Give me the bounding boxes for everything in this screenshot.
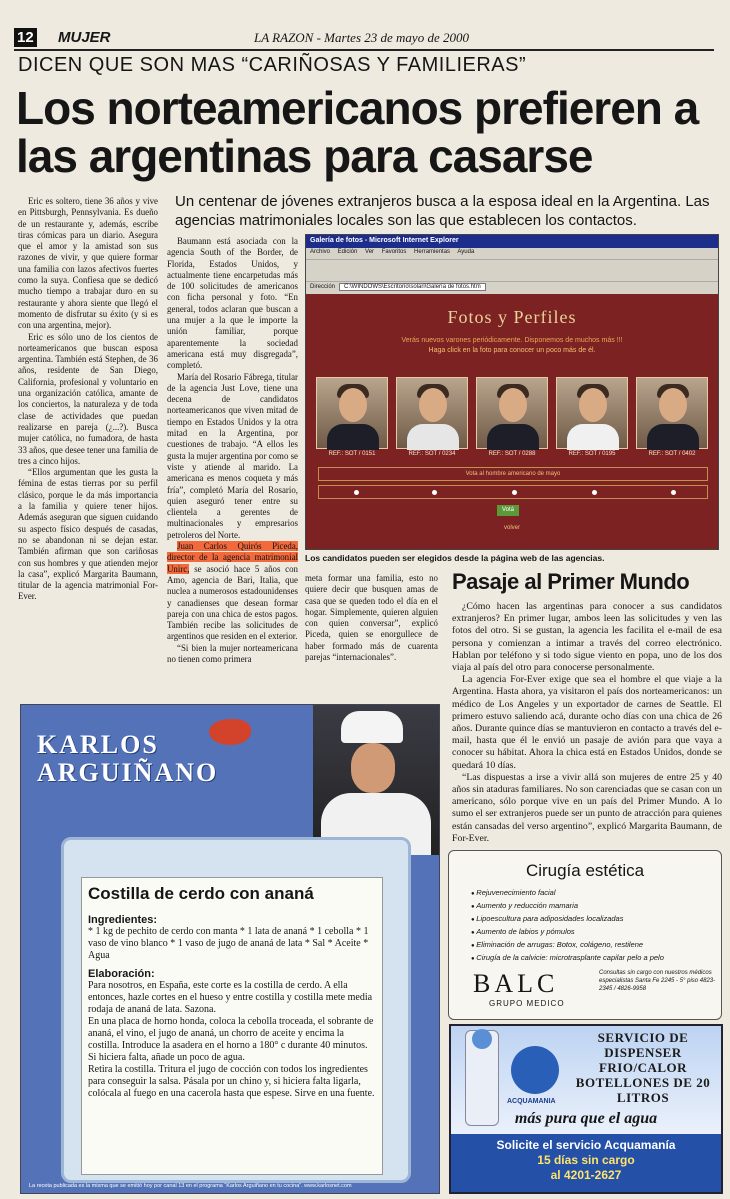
- recipe-title: Costilla de cerdo con ananá: [88, 884, 314, 903]
- browser-menu-bar: Archivo Edición Ver Favoritos Herramientas Ayuda: [306, 248, 718, 259]
- brand-subtitle: GRUPO MEDICO: [489, 999, 565, 1008]
- cirugia-ad: [448, 850, 722, 1020]
- radio-icon: [592, 490, 597, 495]
- chef-face: [351, 743, 395, 793]
- vote-options: [318, 485, 708, 499]
- candidate-photos: [314, 377, 710, 457]
- article-column-1: [18, 196, 158, 603]
- subhead: Un centenar de jóvenes extranjeros busca a la esposa ideal en la Argentina. Las agencias matrimoniales locales son las que establecen los contactos.: [175, 193, 710, 229]
- paragraph-rest: se asoció hace 5 años con Amo, agencia de Bari, Italia, que nuclea a numerosos estadounidenses y canadienses que desean formar pareja con una chica de estos pagos. También recibe las solicitudes de argentinos que residen en el exterior.: [167, 563, 298, 642]
- webpage-content: [306, 295, 718, 549]
- candidate-ref: REF.: SOT / 0151: [328, 451, 376, 457]
- candidate-photo: [636, 377, 708, 449]
- radio-icon: [512, 490, 517, 495]
- browser-address-bar: [306, 281, 718, 294]
- brand-name: ACQUAMANIA: [507, 1098, 556, 1105]
- candidate-ref: REF.: SOT / 0402: [648, 451, 696, 457]
- candidate-ref: REF.: SOT / 0288: [488, 451, 536, 457]
- recipe-card: [81, 877, 383, 1175]
- back-link: volver: [503, 525, 520, 531]
- paragraph: “Las dispuestas a irse a vivir allá son mujeres de entre 25 y 40 años sin ataduras familiares. No son carenciadas que se casan con un americano, sólo porque vive en un país del Primer Mundo. A lo sumo el ser extranjeros puede ser un punto de atracción para quienes están cansadas del verso argentino”, explicó Margarita Baumann, de For-Ever.: [452, 771, 722, 844]
- list-item: ● Rejuvenecimiento facial: [471, 887, 721, 900]
- preparation-step: Para nosotros, en España, este corte es la costilla de cerdo. A ella entonces, hazle cortes en el hueso y entre costilla y costilla mete media rodaja de ananá de lata. Sazona.: [88, 980, 373, 1015]
- headline: Los norteamericanos prefieren a las argentinas para casarse: [16, 82, 699, 182]
- acquamania-ad: [449, 1024, 723, 1194]
- browser-screenshot: [305, 234, 719, 550]
- dateline: LA RAZON - Martes 23 de mayo de 2000: [254, 30, 469, 45]
- candidate-photo: [556, 377, 628, 449]
- preparation-heading: Elaboración:: [88, 968, 155, 980]
- paragraph: “Ellos argumentan que les gusta la fémina de estas tierras por su perfil clásico, porque le da más importancia a la familia y quiere tener hijos. Además aseguran que siguen cuidando su aspecto físico después de casadas, no se abandonan ni se dejan estar. También afirman que son cariñosas con sus hombres y que atienden mejor la casa”, explicó Margarita Baumann, titular de la agencia matrimonial For-Ever.: [18, 467, 158, 602]
- radio-icon: [671, 490, 676, 495]
- cta-line: 15 días sin cargo: [537, 1153, 635, 1167]
- dolphin-logo-icon: [511, 1046, 559, 1094]
- list-item: ● Eliminación de arrugas: Botox, colágeno, restilene: [471, 939, 721, 952]
- cta-line: Solicite el servicio Acquamanía: [496, 1138, 676, 1152]
- preparation-step: En una placa de horno honda, coloca la cebolla troceada, el sobrante de ananá, el vino, el jugo de ananá, un chorro de aceite y encima la costilla. Introduce la asadera en el horno a 180° c durante 40 minutos. Si hiciera falta, añade un poco de agua.: [88, 1016, 374, 1063]
- slogan: más pura que el agua: [514, 1110, 658, 1127]
- radio-icon: [354, 490, 359, 495]
- phone-number: al 4201-2627: [550, 1168, 622, 1182]
- list-item: ● Cirugía de la calvicie: microtrasplante capilar pelo a pelo: [471, 952, 721, 965]
- kicker: DICEN QUE SON MAS “CARIÑOSAS Y FAMILIERAS”: [18, 54, 527, 76]
- page-number: 12: [14, 28, 37, 47]
- preparation-step: Retira la costilla. Tritura el jugo de cocción con todos los ingredientes para conseguir la salsa. Pásala por un chino y, si hiciera falta ligarla, colócala al fuego en una cacerola hasta que espese. Sirve en una fuente.: [88, 1064, 375, 1099]
- brand-logo: BALC: [473, 969, 559, 998]
- vote-bar: Vota al hombre americano de mayo: [318, 467, 708, 481]
- paragraph: Eric es sólo uno de los cientos de norteamericanos que buscan esposa argentina. También está Stephen, de 36 años, residente de San Diego, California, profesional y voluntario en una organización católica, amante de los conciertos, la naturaleza y de toda clase de actividades que puedan realizarse en pareja (¿...?). Busca mujer católica, no fumadora, de hasta 33 años, que desee tener una familia de tres a cinco hijos.: [18, 331, 158, 466]
- recipe-footer: La receta publicada es la misma que se emitió hoy por canal 13 en el programa “Karlos Arguiñano en tu cocina”. www.karlosnet.com: [29, 1183, 352, 1189]
- article-column-2: [167, 236, 298, 665]
- paragraph: ¿Cómo hacen las argentinas para conocer a sus candidatos extranjeros? En primer lugar, ambos leen las solicitudes y ven las fotos del otro. Si se gustan, la agencia les facilita el e-mail de esa persona y comienzan a intimar a través del correo electrónico. Hablan por teléfono y si todo sigue viento en popa, uno de los dos viaja al país del otro para conocerse personalmente.: [452, 601, 722, 674]
- recipe-brand: KARLOS ARGUIÑANO: [37, 730, 219, 787]
- recipe-ad: [20, 704, 440, 1194]
- vote-button: Votá: [497, 505, 519, 516]
- paragraph: meta formar una familia, esto no quiere decir que busquen amas de casa que se queden todo el día en el hogar. Simplemente, quieren alguien con quien conversar”, explicó Piceda, quien se enorgullece de haber formado más de cuarenta parejas “internacionales”.: [305, 573, 438, 663]
- list-item: ● Lipoescultura para adiposidades localizadas: [471, 913, 721, 926]
- candidate-ref: REF.: SOT / 0195: [568, 451, 616, 457]
- ad-call-to-action: [451, 1134, 721, 1192]
- paragraph: La agencia For-Ever exige que sea el hombre el que viaje a la Argentina. Hasta ahora, ya visitaron el país dos norteamericanos: un médico de Los Angeles y un exportador de carnes de Seattle. El primero estuvo saliendo acá, durante ocho días con una chica de 26 años. Durante quince días se mantuvieron en contacto a través del e-mail, hasta que él le envió un pasaje de avión para que vaya a conocer su hábitat. Ahora la chica está en Estados Unidos, donde se quedará 10 días.: [452, 674, 722, 771]
- candidate-photo: [476, 377, 548, 449]
- address-field: C:\WINDOWS\Escritorio\solari\Galería de fotos.htm: [339, 283, 486, 291]
- candidate-photo: [396, 377, 468, 449]
- browser-toolbar: [306, 259, 718, 281]
- service-text: SERVICIO DE DISPENSER FRIO/CALOR BOTELLONES DE 20 LITROS: [575, 1030, 711, 1105]
- page-header: [14, 25, 714, 51]
- sidebar-text: [452, 601, 722, 845]
- ingredients-heading: Ingredientes:: [88, 914, 158, 926]
- services-list: [471, 887, 721, 965]
- sidebar-title: Pasaje al Primer Mundo: [452, 569, 690, 594]
- article-column-3: [305, 573, 438, 663]
- photo-caption: Los candidatos pueden ser elegidos desde la página web de las agencias.: [305, 553, 605, 563]
- gallery-subtitle: Verás nuevos varones periódicamente. Disponemos de muchos más !!!: [401, 337, 623, 344]
- list-item: ● Aumento de labios y pómulos: [471, 926, 721, 939]
- paragraph: [167, 541, 298, 643]
- chef-hat-icon: [341, 711, 403, 743]
- paragraph: María del Rosario Fábrega, titular de la agencia Just Love, tiene una decena de candidatos norteamericanos que viven mitad de tiempo en Estados Unidos y la otra mitad en la Argentina, por cuestiones de trabajo. “A ellos les gusta la mujer argentina por como se viste y atiende al marido. La americana es menos coqueta y más fría”, completó María del Rosario, quien aseguró tener entre su clientela a gerentes de multinacionales y empresarios petroleros del Norte.: [167, 371, 298, 540]
- ad-title: Cirugía estética: [525, 861, 645, 880]
- gallery-instructions: Haga click en la foto para conocer un poco más de él.: [428, 347, 596, 354]
- gallery-title: Fotos y Perfiles: [447, 307, 577, 327]
- radio-icon: [432, 490, 437, 495]
- paragraph: “Si bien la mujer norteamericana no tienen como primera: [167, 642, 298, 664]
- ingredients-list: * 1 kg de pechito de cerdo con manta * 1 lata de ananá * 1 cebolla * 1 vaso de vino blanco * 1 vaso de jugo de ananá de lata * Sal * Aceite * Agua: [88, 926, 369, 961]
- candidate-ref: REF.: SOT / 0234: [408, 451, 456, 457]
- paragraph: Baumann está asociada con la agencia South of the Border, de Florida, Estados Unidos, y actualmente tiene encarpetudas más de 100 solicitudes de americanos con ficha personal y foto. “En general, todos aclaran que buscan a una mujer a la que le importe la unión familiar, porque aparentemente la sociedad americana está muy disgregada”, completó.: [167, 236, 298, 371]
- browser-title-bar: Galería de fotos - Microsoft Internet Explorer: [306, 235, 718, 248]
- highlighted-text: Juan Carlos Quirós Piceda, director de la agencia matrimonial Unirc,: [167, 541, 298, 574]
- address-label: Dirección: [310, 284, 336, 290]
- paragraph: Eric es soltero, tiene 36 años y vive en Pittsburgh, Pennsylvania. Es dueño de un restaurante y, además, escribe tiras cómicas para un diario. Asegura que el amor y la amistad son sus razones de vivir, y que quiere formar una familia con lazos afectivos fuertes como la suya. Confiesa que se dedicó mucho tiempo a trabajar duro en su restaurante y ahora siente que llegó el momento de disfrutar su éxito (y si es con una argentina, mejor).: [18, 196, 158, 331]
- list-item: ● Aumento y reducción mamaria: [471, 900, 721, 913]
- contact-info: Consultas sin cargo con nuestros médicos especialistas Santa Fe 2245 - 5° piso 4823-2345 / 4826-9958: [599, 970, 716, 992]
- candidate-photo: [316, 377, 388, 449]
- section-name: MUJER: [58, 29, 111, 46]
